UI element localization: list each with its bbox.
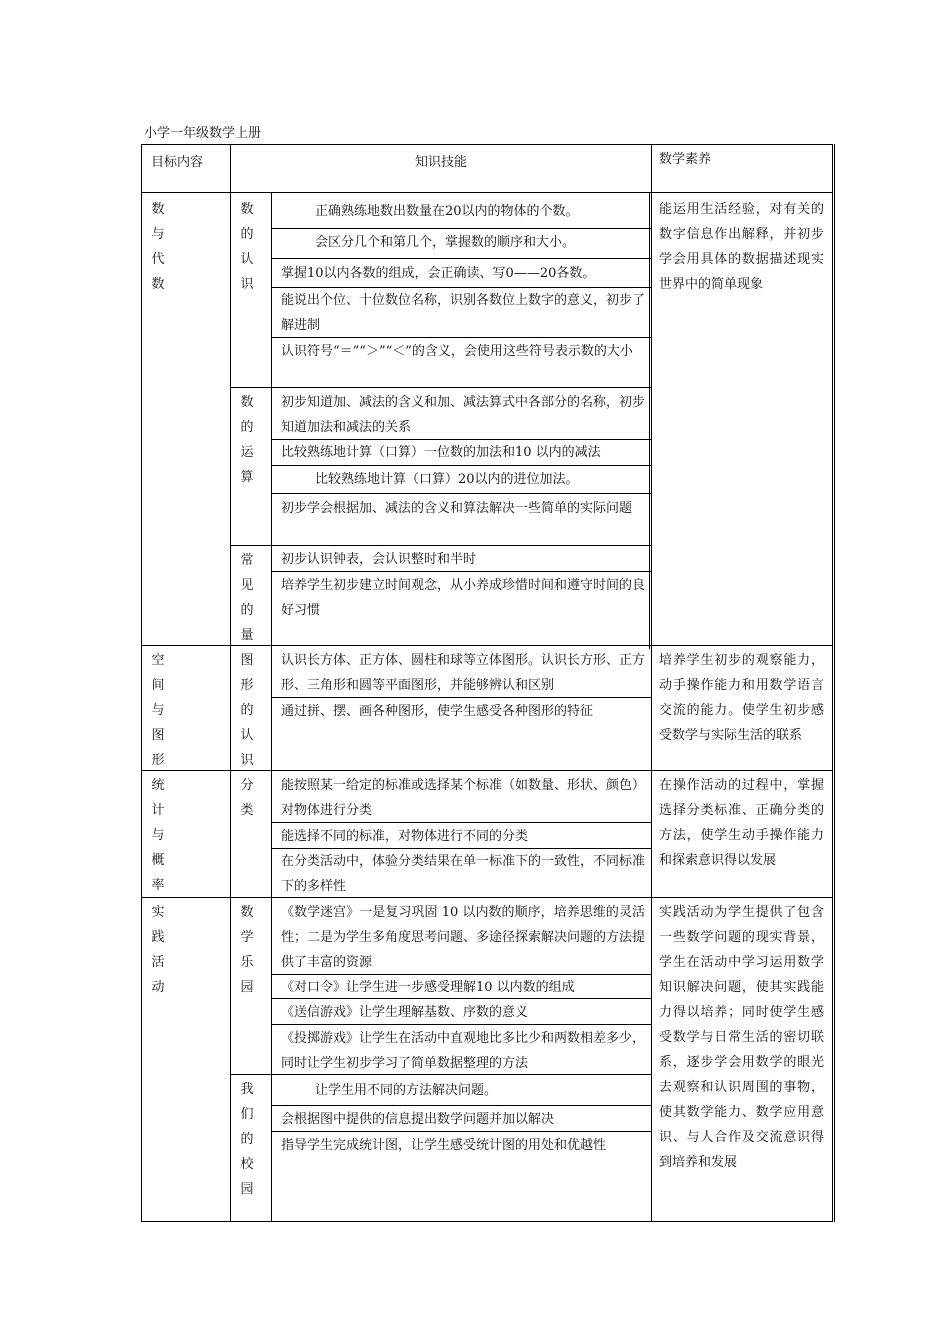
knowledge-item: 能选择不同的标准，对物体进行不同的分类 <box>281 829 529 844</box>
literacy-text: 在操作活动的过程中，掌握选择分类标准、正确分类的方法，使学生动手操作能力和探索意识得以发展 <box>659 778 824 868</box>
knowledge-item: 掌握10以内各数的组成，会正确读、写0——20各数。 <box>281 266 596 281</box>
knowledge-item: 会区分几个和第几个，掌握数的顺序和大小。 <box>315 235 576 250</box>
section-label-practice: 实 践 活 动 <box>151 905 165 995</box>
sub-label-common-quantities: 常 见 的 量 <box>240 553 254 643</box>
literacy-text: 实践活动为学生提供了包含一些数学问题的现实背景，学生在活动中学习运用数学知识解决问题，使其实践能力得以培养；同时使学生感受数学与日常生活的密切联系，逐步学会用数学的眼光去观察和认识周围的事物，使其数学能力、数学应用意识、与人合作及交流意识得到培养和发展 <box>659 905 824 1170</box>
knowledge-item: 在分类活动中，体验分类结果在单一标准下的一致性，不同标准下的多样性 <box>281 854 646 894</box>
sub-label-number-operation: 数 的 运 算 <box>240 395 254 485</box>
knowledge-item: 认识长方体、正方体、圆柱和球等立体图形。认识长方形、正方形、三角形和圆等平面图形，并能够辨认和区别 <box>281 653 646 693</box>
knowledge-item: 能按照某一给定的标准或选择某个标准（如数量、形状、颜色）对物体进行分类 <box>281 778 646 818</box>
section-label-space-shape: 空 间 与 图 形 <box>151 653 165 768</box>
literacy-text: 能运用生活经验，对有关的数字信息作出解释，并初步学会用具体的数据描述现实世界中的简单现象 <box>659 202 824 292</box>
knowledge-item: 会根据图中提供的信息提出数学问题并加以解决 <box>281 1112 555 1127</box>
knowledge-item: 初步学会根据加、减法的含义和算法解决一些简单的实际问题 <box>281 501 633 516</box>
sub-label-shape-recognition: 图 形 的 认 识 <box>240 653 254 768</box>
header-target-content: 目标内容 <box>151 155 204 170</box>
knowledge-item: 通过拼、摆、画各种图形，使学生感受各种图形的特征 <box>281 704 594 719</box>
knowledge-item: 《数学迷宫》一是复习巩固 10 以内数的顺序，培养思维的灵活性；二是为学生多角度思考问题、多途径探索解决问题的方法提供了丰富的资源 <box>281 905 646 970</box>
knowledge-item: 《投掷游戏》让学生在活动中直观地比多比少和两数相差多少，同时让学生初步学习了简单数据整理的方法 <box>281 1031 646 1071</box>
sub-label-math-park: 数 学 乐 园 <box>240 905 254 995</box>
header-math-literacy: 数学素养 <box>659 152 712 167</box>
knowledge-item: 培养学生初步建立时间观念，从小养成珍惜时间和遵守时间的良好习惯 <box>281 578 646 618</box>
sub-label-number-recognition: 数 的 认 识 <box>240 202 254 292</box>
section-label-number-algebra: 数 与 代 数 <box>151 202 165 292</box>
knowledge-item: 初步知道加、减法的含义和加、减法算式中各部分的名称，初步知道加法和减法的关系 <box>281 395 646 435</box>
knowledge-item: 能说出个位、十位数位名称，识别各数位上数字的意义，初步了解进制 <box>281 293 646 333</box>
header-knowledge-skills: 知识技能 <box>414 155 467 170</box>
knowledge-item: 比较熟练地计算（口算）20以内的进位加法。 <box>315 472 579 487</box>
knowledge-item: 初步认识钟表，会认识整时和半时 <box>281 552 477 567</box>
page-title: 小学一年级数学上册 <box>144 126 262 141</box>
sub-label-classification: 分 类 <box>240 778 254 818</box>
knowledge-item: 指导学生完成统计图，让学生感受统计图的用处和优越性 <box>281 1138 607 1153</box>
knowledge-item: 正确熟练地数出数量在20以内的物体的个数。 <box>315 204 579 219</box>
knowledge-item: 《对口令》让学生进一步感受理解10 以内数的组成 <box>281 980 575 995</box>
knowledge-item: 比较熟练地计算（口算）一位数的加法和10 以内的减法 <box>281 445 601 460</box>
knowledge-item: 《送信游戏》让学生理解基数、序数的意义 <box>281 1005 529 1020</box>
knowledge-item: 认识符号“＝”“＞”“＜”的含义，会使用这些符号表示数的大小 <box>281 344 633 359</box>
sub-label-our-campus: 我 们 的 校 园 <box>240 1082 254 1197</box>
knowledge-item: 让学生用不同的方法解决问题。 <box>315 1083 498 1098</box>
literacy-text: 培养学生初步的观察能力，动手操作能力和用数学语言交流的能力。使学生初步感受数学与实际生活的联系 <box>659 653 824 743</box>
section-label-statistics-probability: 统 计 与 概 率 <box>151 778 165 893</box>
